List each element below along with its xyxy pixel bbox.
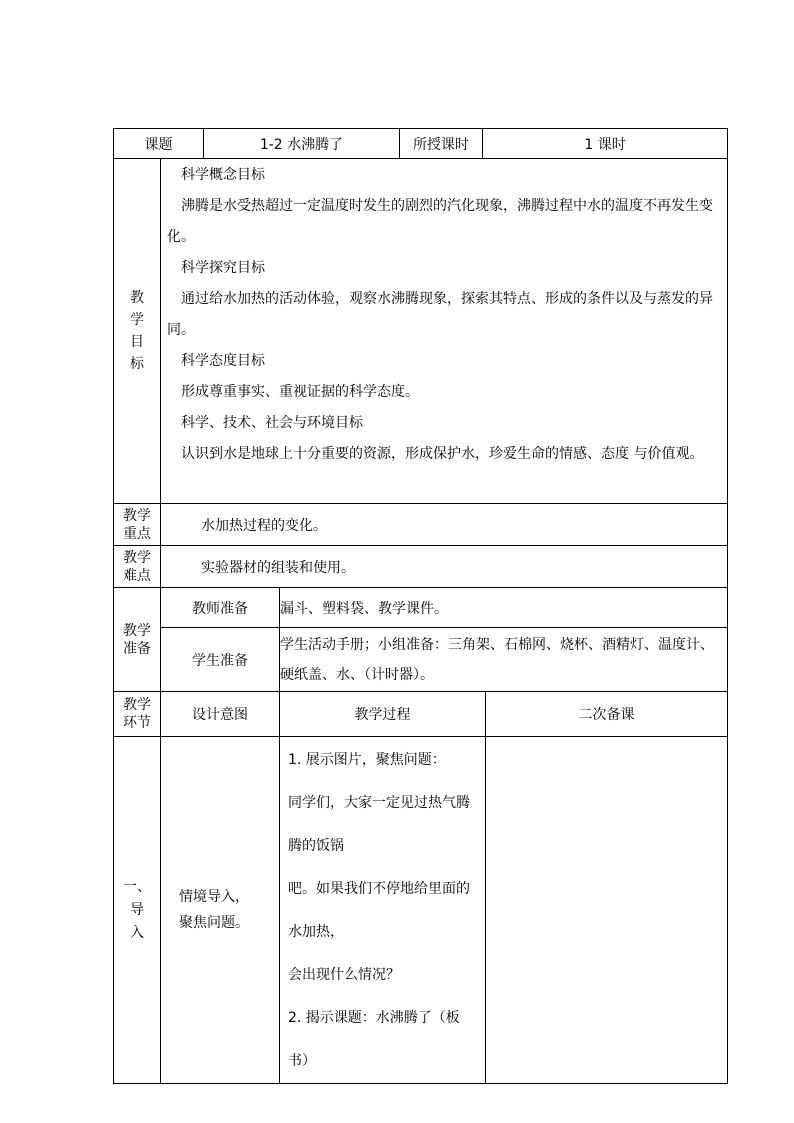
teacher-prep-text: 漏斗、塑料袋、教学课件。 bbox=[280, 588, 728, 628]
key-point-label-line: 教学 bbox=[123, 507, 151, 524]
section-one-label-char: 一、 bbox=[123, 878, 151, 895]
objective-text: 形成尊重事实、重视证据的科学态度。 bbox=[181, 384, 419, 400]
preparation-label-line: 准备 bbox=[123, 640, 151, 657]
teacher-prep-row bbox=[114, 588, 728, 628]
section-one-design bbox=[161, 737, 280, 1084]
objective-heading: 科学态度目标 bbox=[181, 353, 265, 369]
process-line: 吧。如果我们不停地给里面的水加热， bbox=[288, 881, 470, 940]
teaching-process-header: 教学过程 bbox=[280, 692, 486, 737]
difficulty-label-line: 难点 bbox=[123, 567, 151, 584]
second-prep-header: 二次备课 bbox=[486, 692, 728, 737]
phase-label bbox=[114, 692, 161, 737]
process-line: 同学们，大家一定见过热气腾腾的饭锅 bbox=[288, 795, 470, 854]
student-prep-text: 学生活动手册；小组准备：三角架、石棉网、烧杯、酒精灯、温度计、硬纸盖、水、（计时器）。 bbox=[280, 628, 728, 692]
objective-text: 沸腾是水受热超过一定温度时发生的剧烈的汽化现象，沸腾过程中水的温度不再发生变化。 bbox=[167, 198, 713, 245]
objective-heading: 科学探究目标 bbox=[181, 260, 265, 276]
topic-value: 1-2 水沸腾了 bbox=[204, 129, 400, 159]
process-line: 1. 展示图片，聚焦问题： bbox=[288, 752, 446, 768]
section-one-second-prep bbox=[486, 737, 728, 1084]
phase-label-line: 教学 bbox=[123, 697, 151, 713]
preparation-label-line: 教学 bbox=[123, 622, 151, 639]
student-prep-row bbox=[114, 628, 728, 692]
process-line: 2. 揭示课题：水沸腾了（板书） bbox=[288, 1010, 460, 1069]
process-line: 会出现什么情况？ bbox=[288, 967, 400, 983]
objective-heading: 科学概念目标 bbox=[181, 167, 265, 183]
section-one-label-char: 入 bbox=[130, 924, 144, 941]
section-one-design-line: 情境导入， bbox=[179, 889, 249, 905]
student-prep-label: 学生准备 bbox=[161, 628, 280, 692]
key-point-row bbox=[114, 504, 728, 546]
section-one-design-line: 聚焦问题。 bbox=[179, 915, 249, 931]
teacher-prep-label: 教师准备 bbox=[161, 588, 280, 628]
section-one-label-char: 导 bbox=[130, 901, 144, 918]
objectives-label-char: 学 bbox=[130, 312, 144, 328]
objectives-label bbox=[114, 159, 161, 504]
preparation-label bbox=[114, 588, 161, 692]
objectives-row bbox=[114, 159, 728, 504]
difficulty-label bbox=[114, 546, 161, 588]
objectives-content bbox=[161, 159, 728, 504]
difficulty-label-line: 教学 bbox=[123, 549, 151, 566]
design-intent-header: 设计意图 bbox=[161, 692, 280, 737]
phase-label-line: 环节 bbox=[123, 715, 151, 731]
section-one-process bbox=[280, 737, 486, 1084]
process-header-row bbox=[114, 692, 728, 737]
lesson-plan-table bbox=[113, 128, 728, 1084]
key-point-text: 水加热过程的变化。 bbox=[161, 504, 728, 546]
hours-label: 所授课时 bbox=[400, 129, 483, 159]
section-one-row bbox=[114, 737, 728, 1084]
header-row bbox=[114, 129, 728, 159]
key-point-label bbox=[114, 504, 161, 546]
section-one-label bbox=[114, 737, 161, 1084]
topic-label: 课题 bbox=[114, 129, 204, 159]
objective-text: 通过给水加热的活动体验，观察水沸腾现象，探索其特点、形成的条件以及与蒸发的异同。 bbox=[167, 291, 713, 338]
hours-value: 1 课时 bbox=[483, 129, 728, 159]
difficulty-text: 实验器材的组装和使用。 bbox=[161, 546, 728, 588]
key-point-label-line: 重点 bbox=[123, 525, 151, 542]
objectives-label-char: 教 bbox=[130, 290, 144, 306]
objective-heading: 科学、技术、社会与环境目标 bbox=[181, 415, 363, 431]
objective-text: 认识到水是地球上十分重要的资源，形成保护水，珍爱生命的情感、态度 与价值观。 bbox=[181, 446, 704, 462]
difficulty-row bbox=[114, 546, 728, 588]
objectives-label-char: 标 bbox=[130, 356, 144, 372]
objectives-label-char: 目 bbox=[130, 334, 144, 350]
